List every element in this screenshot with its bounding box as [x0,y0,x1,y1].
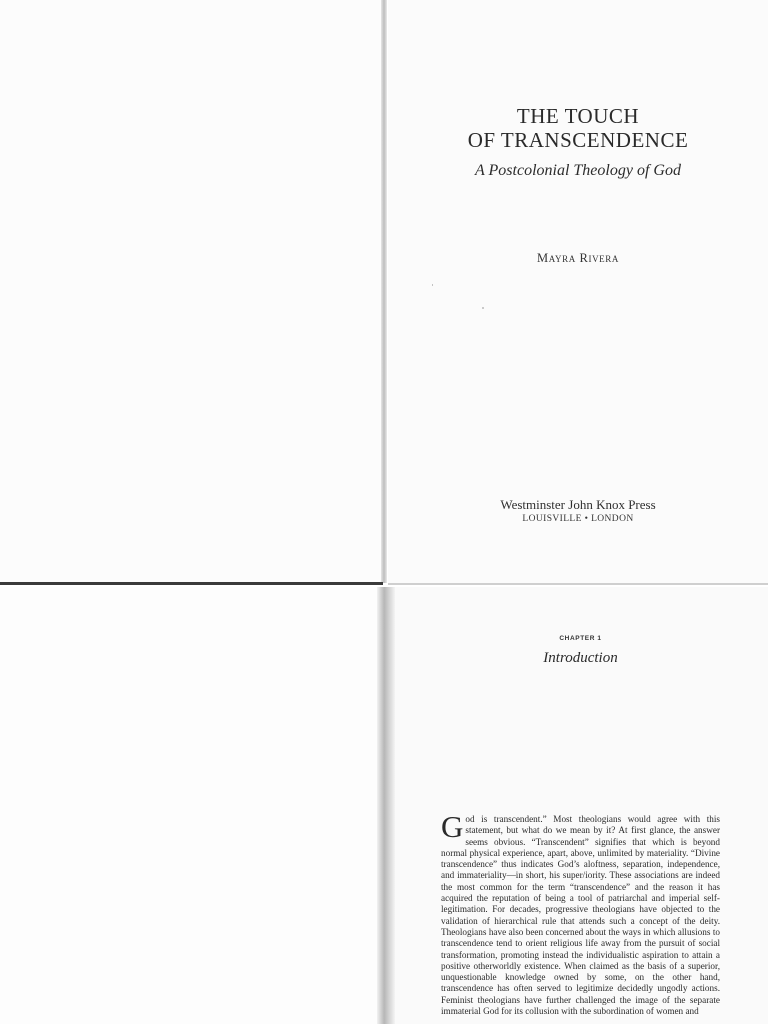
chapter-paragraph: od is transcendent.” Most theologians would agree with this statement, but what do we mean by it? At first glance, the answer seems obvious. “Transcendent” signifies that which is beyond normal physical experience, apart, above, unlimited by materiality. “Divine transcendence” thus indicates God’s aloftness, separation, independence, and immateriality—in short, his super/iority. These associations are indeed the most common for the term “transcendence” and the reason it has acquired the reputation of being a tool of patriarchal and imperial self-legitimation. For decades, progressive theologians have objected to the validation of hierarchical rule that attends such a concept of the deity. Theologians have also been concerned about the ways in which allusions to transcendence tend to orient religious life away from the pursuit of social transformation, promoting instead the individualistic aspiration to attain a positive otherworldly existence. When claimed as the basis of a superior, unquestionable knowledge owned by some, on the other hand, transcendence has often served to legitimize decidedly ungodly actions. Feminist theologians have further challenged the image of the separate immaterial God for its collusion with the subordination of women and [441,814,720,1017]
scan-speck [482,307,484,309]
book-spine-top [381,0,387,583]
left-page-bottom [0,587,378,1024]
book-title-block [388,104,768,180]
book-title-line-2: OF TRANSCENDENCE [467,128,689,152]
title-page [388,0,768,583]
left-page-top [0,0,383,583]
chapter-title: Introduction [543,650,618,666]
page-fold-line [0,582,383,585]
drop-cap: G [441,814,464,844]
publisher-name: Westminster John Knox Press [500,497,656,512]
publisher-place: LOUISVILLE • LONDON [522,514,634,524]
book-author: Mayra Rivera [537,251,619,265]
book-subtitle: A Postcolonial Theology of God [475,162,681,179]
book-title-line-1: THE TOUCH [516,104,640,128]
chapter-body-text [441,814,720,1024]
scan-speck [432,284,433,286]
chapter-label: CHAPTER 1 [559,635,602,642]
page-fold-line-right [388,583,768,585]
